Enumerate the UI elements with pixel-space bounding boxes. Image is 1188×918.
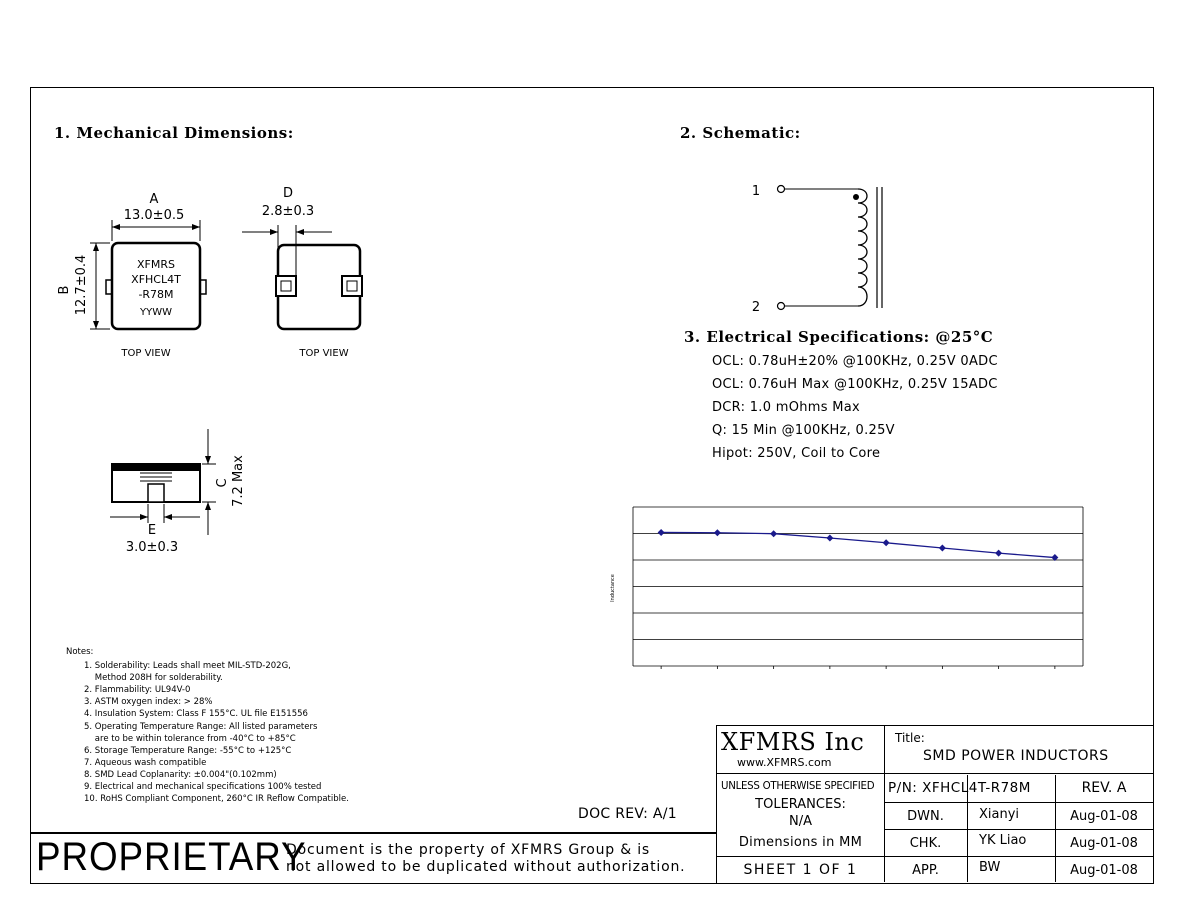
chart-point (883, 539, 890, 546)
dim-b-letter: B (57, 285, 72, 295)
note-item: 10. RoHS Compliant Component, 260°C IR Reflow Compatible. (84, 794, 349, 805)
role-dwn: DWN. (907, 809, 944, 824)
marking-line-4: YYWW (140, 307, 172, 318)
marking-line-1: XFMRS (137, 258, 175, 271)
terminal-pad-left (276, 276, 296, 296)
dim-a-letter: A (149, 192, 159, 207)
spec-hipot: Hipot: 250V, Coil to Core (712, 446, 881, 461)
title-label: Title: (895, 731, 925, 745)
chart-point (826, 535, 833, 542)
company-website[interactable]: www.XFMRS.com (737, 756, 832, 769)
chart-grid (633, 507, 1083, 669)
top-view-label-1: TOP VIEW (121, 348, 171, 359)
pin-1-label: 1 (751, 184, 761, 199)
side-view (110, 429, 246, 555)
terminal-pad-right (342, 276, 362, 296)
spec-dcr: DCR: 1.0 mOhms Max (712, 400, 861, 415)
date-dwn: Aug-01-08 (1070, 809, 1138, 824)
inductor-coil (858, 189, 867, 306)
dim-e-letter: E (147, 523, 157, 538)
name-app: BW (979, 860, 1001, 875)
dim-b-value: 12.7±0.4 (74, 254, 89, 316)
note-item: 4. Insulation System: Class F 155°C. UL file E151556 (84, 709, 308, 720)
note-item: 6. Storage Temperature Range: -55°C to +125°C (84, 745, 292, 756)
part-number: P/N: XFHCL4T-R78M (888, 780, 1031, 796)
chart-point (995, 550, 1002, 557)
name-dwn: Xianyi (979, 807, 1020, 822)
schematic-diagram (740, 175, 900, 325)
tolerances-label: TOLERANCES: (755, 797, 846, 812)
note-item: 3. ASTM oxygen index: > 28% (84, 697, 213, 708)
note-item: 7. Aqueous wash compatible (84, 757, 207, 768)
top-view-marking (57, 192, 206, 359)
chart-point (939, 545, 946, 552)
electrical-specs-title: 3. Electrical Specifications: @25°C (684, 328, 994, 346)
doc-rev: DOC REV: A/1 (578, 806, 678, 822)
top-view-terminals (242, 186, 362, 359)
unless-specified: UNLESS OTHERWISE SPECIFIED (721, 779, 875, 792)
schematic-title: 2. Schematic: (680, 124, 801, 142)
marking-line-3: -R78M (138, 288, 174, 301)
note-item: 5. Operating Temperature Range: All listed parameters (84, 721, 318, 732)
proprietary-label: PROPRIETARY (36, 835, 307, 879)
chart-point (658, 529, 665, 536)
marking-line-2: XFHCL4T (131, 273, 181, 286)
top-view-label-2: TOP VIEW (299, 348, 349, 359)
role-chk: CHK. (909, 836, 942, 851)
proprietary-line-2: not allowed to be duplicated without authorization. (286, 859, 686, 875)
date-app: Aug-01-08 (1070, 863, 1138, 878)
tolerances-value: N/A (789, 814, 812, 829)
sheet-number: SHEET 1 OF 1 (743, 862, 858, 878)
notes-block (66, 646, 349, 805)
spec-q: Q: 15 Min @100KHz, 0.25V (712, 423, 895, 438)
note-item: 2. Flammability: UL94V-0 (84, 685, 191, 696)
role-app: APP. (912, 863, 939, 878)
dimensions-unit: Dimensions in MM (738, 835, 863, 850)
revision: REV. A (1081, 780, 1127, 796)
note-item: 1. Solderability: Leads shall meet MIL-STD-202G, (84, 661, 291, 672)
proprietary-divider (30, 832, 716, 834)
chart-point (714, 529, 721, 536)
chart-point (770, 530, 777, 537)
dim-c-letter: C (215, 478, 230, 488)
proprietary-line-1: Document is the property of XFMRS Group & is (286, 842, 650, 858)
notes-title: Notes: (66, 647, 94, 657)
inductance-chart (600, 500, 1100, 675)
drawing-title: SMD POWER INDUCTORS (923, 748, 1109, 764)
mechanical-drawing (40, 175, 370, 575)
mechanical-dimensions-title: 1. Mechanical Dimensions: (54, 124, 294, 142)
dim-a-value: 13.0±0.5 (123, 208, 185, 223)
dim-d-letter: D (282, 186, 294, 201)
company-name: XFMRS Inc (721, 728, 865, 756)
polarity-dot (853, 194, 859, 200)
note-item: are to be within tolerance from -40°C to +85°C (84, 733, 296, 744)
note-item: 9. Electrical and mechanical specifications 100% tested (84, 782, 322, 793)
note-item: 8. SMD Lead Coplanarity: ±0.004"(0.102mm) (84, 769, 277, 780)
dim-c-value: 7.2 Max (231, 455, 246, 507)
notes-list (84, 660, 349, 805)
spec-ocl-15adc: OCL: 0.76uH Max @100KHz, 0.25V 15ADC (712, 377, 998, 392)
dim-d-value: 2.8±0.3 (261, 204, 315, 219)
pin-2-terminal (778, 303, 785, 310)
note-item: Method 208H for solderability. (84, 673, 223, 684)
name-chk: YK Liao (979, 833, 1027, 848)
chart-ylabel: Inductance (610, 574, 616, 602)
title-block (716, 725, 1154, 884)
pin-2-label: 2 (751, 300, 761, 315)
date-chk: Aug-01-08 (1070, 836, 1138, 851)
pin-1-terminal (778, 186, 785, 193)
spec-ocl-0adc: OCL: 0.78uH±20% @100KHz, 0.25V 0ADC (712, 354, 998, 369)
dim-e-value: 3.0±0.3 (125, 540, 179, 555)
